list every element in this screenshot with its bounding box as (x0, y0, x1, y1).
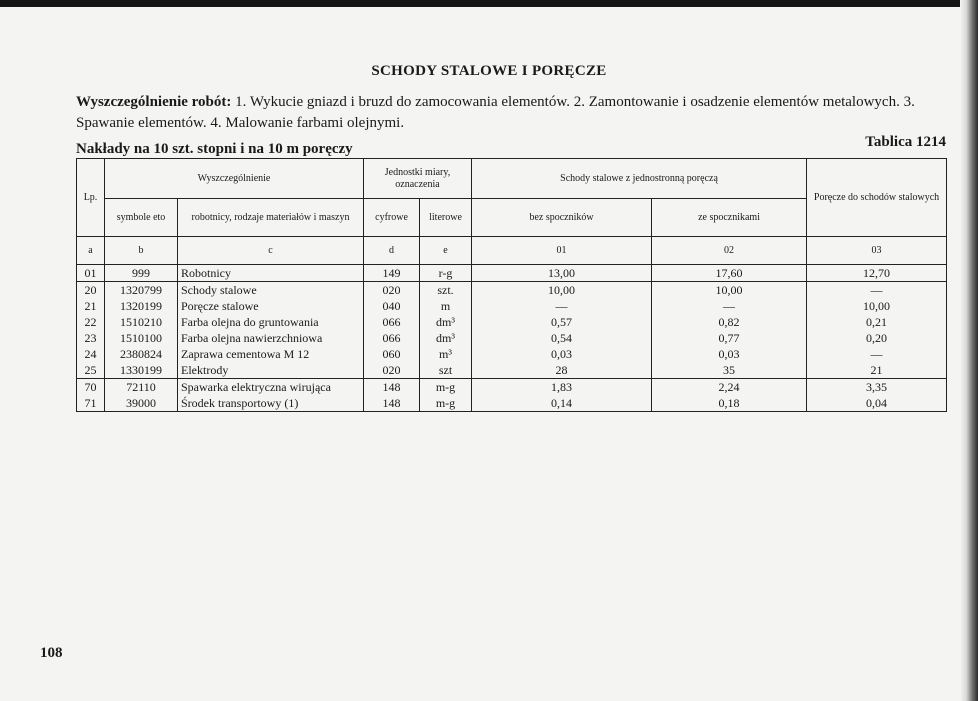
cell-line: 0,57 (551, 315, 573, 329)
cell-line: r-g (438, 266, 453, 280)
table-row (77, 265, 947, 282)
header-symbole: symbole eto (105, 199, 178, 237)
header-lp: Lp. (77, 159, 105, 237)
cell-line: 24 (84, 347, 97, 361)
header-cyfrowe: cyfrowe (364, 199, 420, 237)
cell-line: 2380824 (120, 347, 162, 361)
cell-line: 060 (382, 347, 401, 361)
cell-line: 17,60 (715, 266, 743, 280)
cell-line: 066 (382, 315, 401, 329)
header-row-1 (77, 159, 947, 199)
header-jednostki: Jednostki miary, oznaczenia (364, 159, 472, 199)
cell-line: szt. (437, 283, 454, 297)
cell-line: 35 (723, 363, 736, 377)
table-row (77, 282, 947, 379)
cell-line: 1510210 (120, 315, 162, 329)
norms-table (76, 158, 947, 412)
cell-line: 149 (382, 266, 401, 280)
cell-line: Zaprawa cementowa M 12 (181, 347, 310, 361)
cell-name (178, 379, 364, 412)
cell-c03 (807, 379, 947, 412)
cell-line: Robotnicy (181, 266, 231, 280)
cell-line: 01 (84, 266, 97, 280)
header-schody: Schody stalowe z jednostronną poręczą (472, 159, 807, 199)
cell-line: 1320199 (120, 299, 162, 313)
cell-line: 10,00 (715, 283, 743, 297)
cell-line: Farba olejna nawierzchniowa (181, 331, 323, 345)
header-robotnicy: robotnicy, rodzaje materiałów i maszyn (178, 199, 364, 237)
cell-line: 2,24 (718, 380, 740, 394)
cell-line: m (440, 299, 451, 313)
cell-line: — (870, 283, 883, 297)
header-bez: bez spoczników (472, 199, 652, 237)
cell-line: 1330199 (120, 363, 162, 377)
table-subtitle: Nakłady na 10 szt. stopni i na 10 m poręczy (76, 141, 353, 157)
cell-c02 (652, 379, 807, 412)
cell-c01 (472, 379, 652, 412)
cell-cyf (364, 282, 420, 379)
cell-name (178, 282, 364, 379)
index-cell: a (77, 237, 105, 265)
cell-line: 72110 (126, 380, 156, 394)
cell-line: 39000 (126, 396, 156, 410)
cell-lp (77, 282, 105, 379)
cell-cyf (364, 265, 420, 282)
cell-line: m-g (435, 380, 456, 394)
cell-line: 020 (382, 283, 401, 297)
cell-line: 0,21 (866, 315, 888, 329)
cell-line: 0,03 (718, 347, 740, 361)
cell-line: 0,82 (718, 315, 740, 329)
top-edge-bar (0, 0, 978, 7)
cell-cyf (364, 379, 420, 412)
header-porecze: Poręcze do schodów stalowych (807, 159, 947, 237)
cell-line: 066 (382, 331, 401, 345)
page-title: SCHODY STALOWE I PORĘCZE (371, 63, 607, 79)
cell-lit (420, 265, 472, 282)
cell-line: 13,00 (548, 266, 576, 280)
cell-line: dm³ (436, 331, 455, 345)
cell-line: 999 (132, 266, 150, 280)
cell-sym (105, 282, 178, 379)
cell-line: 1,83 (551, 380, 573, 394)
cell-line: 0,04 (866, 396, 888, 410)
cell-line: 0,18 (718, 396, 740, 410)
cell-line: 22 (84, 315, 97, 329)
cell-line: 148 (382, 396, 401, 410)
cell-line: 0,03 (551, 347, 573, 361)
index-cell: 03 (807, 237, 947, 265)
index-cell: 02 (652, 237, 807, 265)
table-body (77, 265, 947, 412)
cell-line: 21 (870, 363, 883, 377)
cell-line: 0,77 (718, 331, 740, 345)
page-binding-shadow (960, 0, 978, 701)
cell-line: 25 (84, 363, 97, 377)
cell-line: dm³ (436, 315, 455, 329)
cell-sym (105, 265, 178, 282)
index-cell: d (364, 237, 420, 265)
cell-line: szt (438, 363, 453, 377)
cell-line: Spawarka elektryczna wirująca (181, 380, 331, 394)
cell-line: 1510100 (120, 331, 162, 345)
cell-line: — (723, 299, 736, 313)
description-text: 1. Wykucie gniazd i bruzd do zamocowania elementów. 2. Zamontowanie i osadzenie elementów metalowych. 3. Spawanie elementów. 4. Malowanie farbami olejnymi. (76, 94, 915, 131)
cell-line: 10,00 (548, 283, 576, 297)
header-literowe: literowe (420, 199, 472, 237)
cell-line: 0,14 (551, 396, 573, 410)
cell-line: 23 (84, 331, 97, 345)
cell-line: m-g (435, 396, 456, 410)
cell-line: 10,00 (863, 299, 891, 313)
cell-line: — (870, 347, 883, 361)
cell-line: 3,35 (866, 380, 888, 394)
description-label: Wyszczególnienie robót: (76, 94, 232, 110)
cell-line: Środek transportowy (1) (181, 396, 299, 410)
cell-line: 28 (555, 363, 568, 377)
cell-line: 70 (84, 380, 97, 394)
cell-line: — (555, 299, 568, 313)
cell-sym (105, 379, 178, 412)
cell-c02 (652, 282, 807, 379)
index-cell: c (178, 237, 364, 265)
cell-lit (420, 282, 472, 379)
cell-line: 12,70 (863, 266, 891, 280)
cell-c01 (472, 265, 652, 282)
cell-lp (77, 379, 105, 412)
cell-line: Schody stalowe (181, 283, 257, 297)
index-cell: b (105, 237, 178, 265)
cell-line: 0,20 (866, 331, 888, 345)
cell-line: Poręcze stalowe (181, 299, 259, 313)
header-ze: ze spocznikami (652, 199, 807, 237)
cell-line: Farba olejna do gruntowania (181, 315, 319, 329)
index-cell: 01 (472, 237, 652, 265)
cell-name (178, 265, 364, 282)
table-number: Tablica 1214 (865, 134, 946, 150)
cell-lit (420, 379, 472, 412)
page-number: 108 (40, 645, 63, 661)
table-row (77, 379, 947, 412)
cell-line: 0,54 (551, 331, 573, 345)
cell-line: 040 (382, 299, 401, 313)
cell-line: m³ (439, 347, 452, 361)
cell-c03 (807, 282, 947, 379)
index-row (77, 237, 947, 265)
cell-line: 21 (84, 299, 97, 313)
cell-line: 020 (382, 363, 401, 377)
cell-lp (77, 265, 105, 282)
cell-line: 71 (84, 396, 97, 410)
cell-c02 (652, 265, 807, 282)
work-description (76, 92, 948, 134)
header-wyszczegolnienie: Wyszczególnienie (105, 159, 364, 199)
index-cell: e (420, 237, 472, 265)
cell-line: 20 (84, 283, 97, 297)
cell-line: Elektrody (181, 363, 229, 377)
cell-c03 (807, 265, 947, 282)
cell-c01 (472, 282, 652, 379)
cell-line: 1320799 (120, 283, 162, 297)
cell-line: 148 (382, 380, 401, 394)
